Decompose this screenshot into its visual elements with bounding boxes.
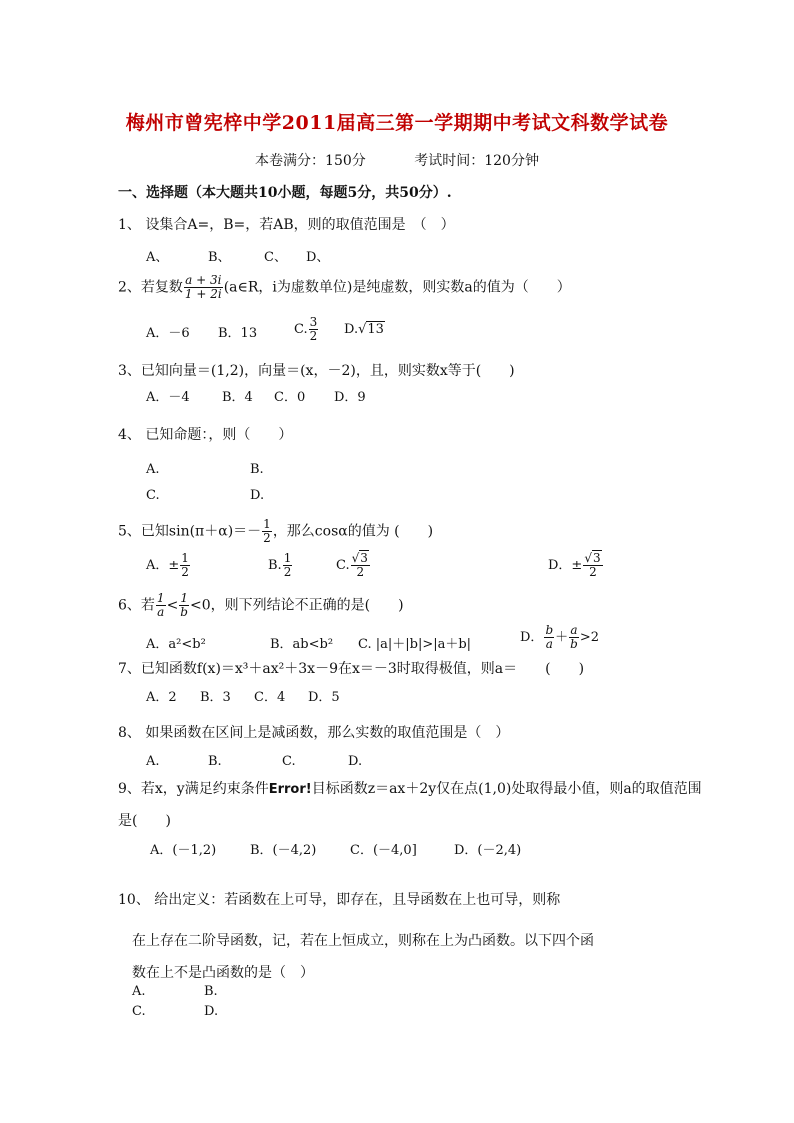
q7-option-d: D．5 [308, 690, 340, 705]
q3-option-b: B．4 [222, 390, 253, 405]
q2-option-a: A．－6 [146, 326, 190, 341]
q9-option-c: C．(－4,0] [350, 843, 417, 858]
question-3-stem: 3、已知向量＝(1,2)，向量＝(x，－2)，且，则实数x等于( ) [118, 363, 515, 379]
exam-time: 考试时间：120分钟 [414, 153, 539, 169]
q6-option-b: B．ab<b² [270, 637, 334, 652]
q8-option-b: B. [208, 754, 222, 769]
q4-option-b: B. [250, 462, 264, 477]
q4-option-c: C. [146, 488, 160, 503]
exam-info [0, 150, 794, 170]
q6-option-c: C. |a|＋|b|>|a＋b| [358, 637, 472, 652]
question-9-stem-line2: 是( ) [118, 813, 171, 829]
q4-option-d: D. [250, 488, 265, 503]
q10-option-a: A. [132, 984, 146, 999]
q1-option-d: D、 [306, 250, 330, 265]
q8-option-a: A. [146, 754, 160, 769]
question-1-stem: 1、 设集合A=，B=，若AB，则的取值范围是 （ ） [118, 217, 455, 233]
question-6-stem: 6、若 $\frac{1}{a}$ < $\frac{1}{b}$ <0，则下列结论不正确的是( ) [118, 591, 404, 619]
q7-option-b: B．3 [200, 690, 231, 705]
q1-option-b: B、 [208, 250, 231, 265]
error-marker: Error! [268, 782, 312, 797]
q6-option-d: D． $\frac{b}{a}$ ＋ $\frac{a}{b}$ >2 [520, 623, 599, 651]
q8-option-d: D. [348, 754, 363, 769]
q10-option-d: D. [204, 1004, 219, 1019]
section-header: 一、选择题（本大题共10小题，每题5分，共50分）. [118, 185, 452, 201]
q1-option-c: C、 [264, 250, 287, 265]
q7-option-c: C．4 [254, 690, 286, 705]
exam-title: 梅州市曾宪梓中学2011届高三第一学期期中考试文科数学试卷 [125, 112, 669, 134]
q5-option-a: A．± $\frac{1}{2}$ [146, 551, 189, 579]
q5-option-c: C. $\frac{√3}{2}$ [336, 551, 368, 579]
question-9-stem: 9、若x，y满足约束条件Error!目标函数z＝ax＋2y仅在点(1,0)处取得最小值，则a的取值范围 [118, 781, 702, 797]
q2-option-d: D.√13 [344, 322, 384, 337]
question-10-stem-line1: 10、 给出定义：若函数在上可导，即存在，且导函数在上也可导，则称 [118, 892, 561, 908]
q1-option-a: A、 [146, 250, 169, 265]
q2-option-c: C. $\frac{3}{2}$ [294, 315, 318, 343]
q4-option-a: A. [146, 462, 160, 477]
q8-option-c: C. [282, 754, 296, 769]
q7-option-a: A．2 [146, 690, 177, 705]
q5-option-b: B. $\frac{1}{2}$ [268, 551, 292, 579]
question-2-stem: 2、若复数 $\frac{a + 3i}{1 + 2i}$ (a∈R，i为虚数单位)是纯虚数，则实数a的值为（ ） [118, 273, 571, 301]
q6-option-a: A．a²<b² [146, 637, 206, 652]
q10-option-b: B. [204, 984, 218, 999]
q3-option-c: C．0 [274, 390, 306, 405]
question-7-stem: 7、已知函数f(x)＝x³＋ax²＋3x－9在x＝－3时取得极值，则a＝ ( ) [118, 661, 585, 677]
q3-option-d: D．9 [334, 390, 366, 405]
q5-option-d: D．± $\frac{√3}{2}$ [548, 551, 601, 579]
full-score: 本卷满分：150分 [255, 153, 366, 169]
question-10-stem-line2: 在上存在二阶导函数，记，若在上恒成立，则称在上为凸函数。以下四个函 [132, 933, 594, 949]
q2-option-b: B．13 [218, 326, 258, 341]
question-4-stem: 4、 已知命题：，则（ ） [118, 427, 293, 443]
question-8-stem: 8、 如果函数在区间上是减函数，那么实数的取值范围是（ ） [118, 725, 510, 741]
q9-option-d: D．(－2,4) [454, 843, 522, 858]
q3-option-a: A．－4 [146, 390, 190, 405]
q10-option-c: C. [132, 1004, 146, 1019]
q9-option-b: B．(－4,2) [250, 843, 317, 858]
question-10-stem-line3: 数在上不是凸函数的是（ ） [132, 965, 314, 981]
question-5-stem: 5、已知sin(π＋α)＝－ $\frac{1}{2}$ ，那么cosα的值为 ( ) [118, 517, 434, 545]
q9-option-a: A．(－1,2) [150, 843, 217, 858]
complex-fraction: $\frac{a + 3i}{1 + 2i}$ [184, 273, 222, 301]
